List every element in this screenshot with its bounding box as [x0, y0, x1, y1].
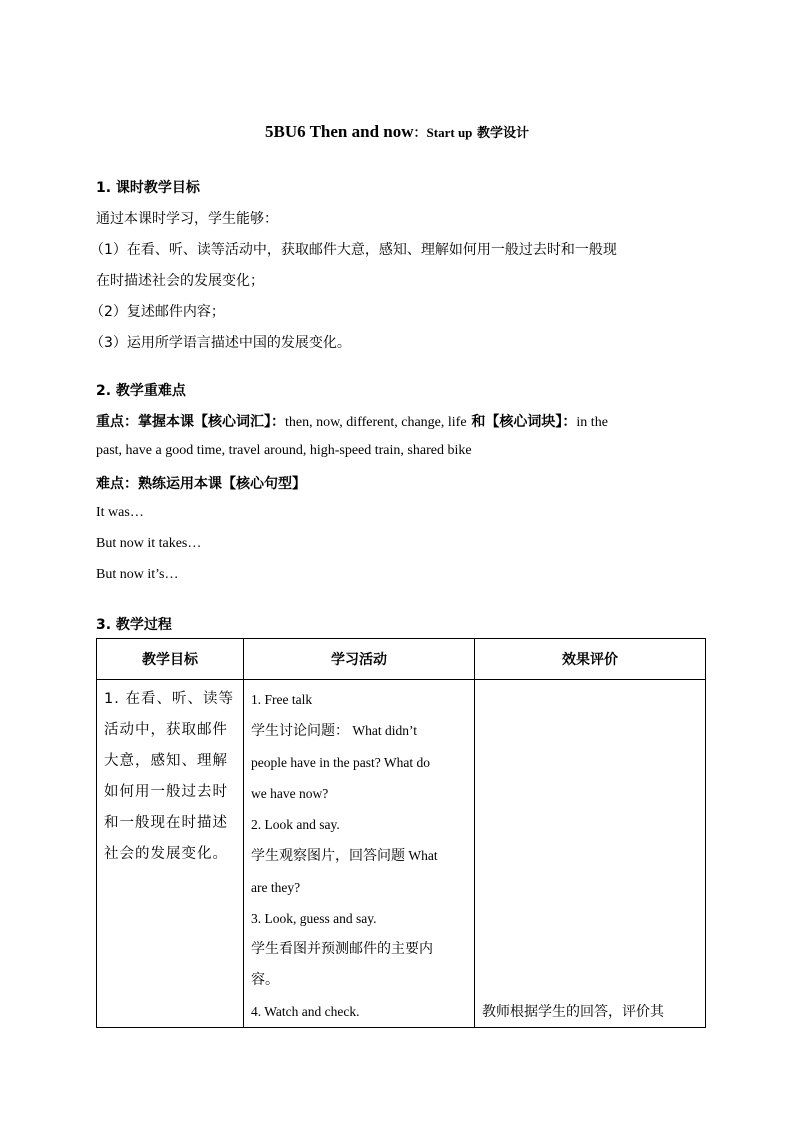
section1-item1-line2: 在时描述社会的发展变化； [96, 273, 264, 289]
section1-item2: （2）复述邮件内容； [90, 304, 225, 320]
section1-item1-line1: （1）在看、听、读等活动中，获取邮件大意，感知、理解如何用一般过去时和一般现 [90, 242, 617, 258]
key-chunk-a: in the [576, 415, 608, 430]
process-table [96, 638, 706, 1028]
activity-line: people have in the past? What do [251, 755, 430, 770]
page-title [0, 122, 794, 142]
key-points-line2: past, have a good time, travel around, high-speed train, shared bike [96, 443, 472, 458]
title-cn: 教学设计 [472, 126, 529, 141]
title-sub: Start up [426, 125, 473, 140]
goal-line: 活动中，获取邮件 [104, 722, 228, 738]
activity-line: we have now? [251, 786, 329, 801]
goal-line: 大意，感知、理解 [104, 753, 228, 769]
activity-line: 容。 [251, 972, 279, 988]
pattern-2: But now it takes… [96, 536, 202, 551]
header-activity: 学习活动 [244, 639, 475, 680]
goal-line: 社会的发展变化。 [104, 846, 228, 862]
goal-line: 如何用一般过去时 [104, 784, 228, 800]
activity-line: are they? [251, 880, 301, 895]
activity-line: 学生讨论问题： What didn’t [251, 723, 417, 739]
evaluation-text: 教师根据学生的回答，评价其 [482, 1004, 664, 1020]
activity-line: 学生看图并预测邮件的主要内 [251, 941, 433, 957]
title-separator: ： [413, 126, 427, 141]
goal-cell [97, 680, 244, 1028]
header-goal: 教学目标 [97, 639, 244, 680]
activity-line: 4. Watch and check. [251, 1004, 360, 1019]
pattern-3: But now it’s… [96, 567, 179, 582]
table-row [97, 680, 706, 1028]
activity-line: 3. Look, guess and say. [251, 911, 377, 926]
key-words: then, now, different, change, life [285, 415, 467, 430]
section1-intro: 通过本课时学习，学生能够： [96, 211, 278, 227]
section1-item3: （3）运用所学语言描述中国的发展变化。 [90, 335, 351, 351]
header-evaluation: 效果评价 [475, 639, 706, 680]
goal-line: 和一般现在时描述 [104, 815, 228, 831]
difficult-label: 难点：熟练运用本课【核心句型】 [96, 476, 306, 492]
activity-cell [244, 680, 475, 1028]
key-and: 和【核心词块】： [466, 414, 577, 430]
activity-line: 学生观察图片，回答问题 What [251, 848, 438, 864]
goal-line: 1. 在看、听、读等 [104, 691, 234, 707]
section1-heading: 1. 课时教学目标 [96, 180, 200, 196]
pattern-1: It was… [96, 505, 144, 520]
activity-line: 1. Free talk [251, 692, 313, 707]
evaluation-cell [475, 680, 706, 1028]
section3-heading: 3. 教学过程 [96, 617, 172, 633]
title-main: 5BU6 Then and now [265, 122, 414, 141]
activity-line: 2. Look and say. [251, 817, 340, 832]
key-label: 重点：掌握本课【核心词汇】： [96, 414, 285, 430]
section2-heading: 2. 教学重难点 [96, 383, 186, 399]
key-points-line1 [96, 411, 608, 431]
table-header-row [97, 639, 706, 680]
